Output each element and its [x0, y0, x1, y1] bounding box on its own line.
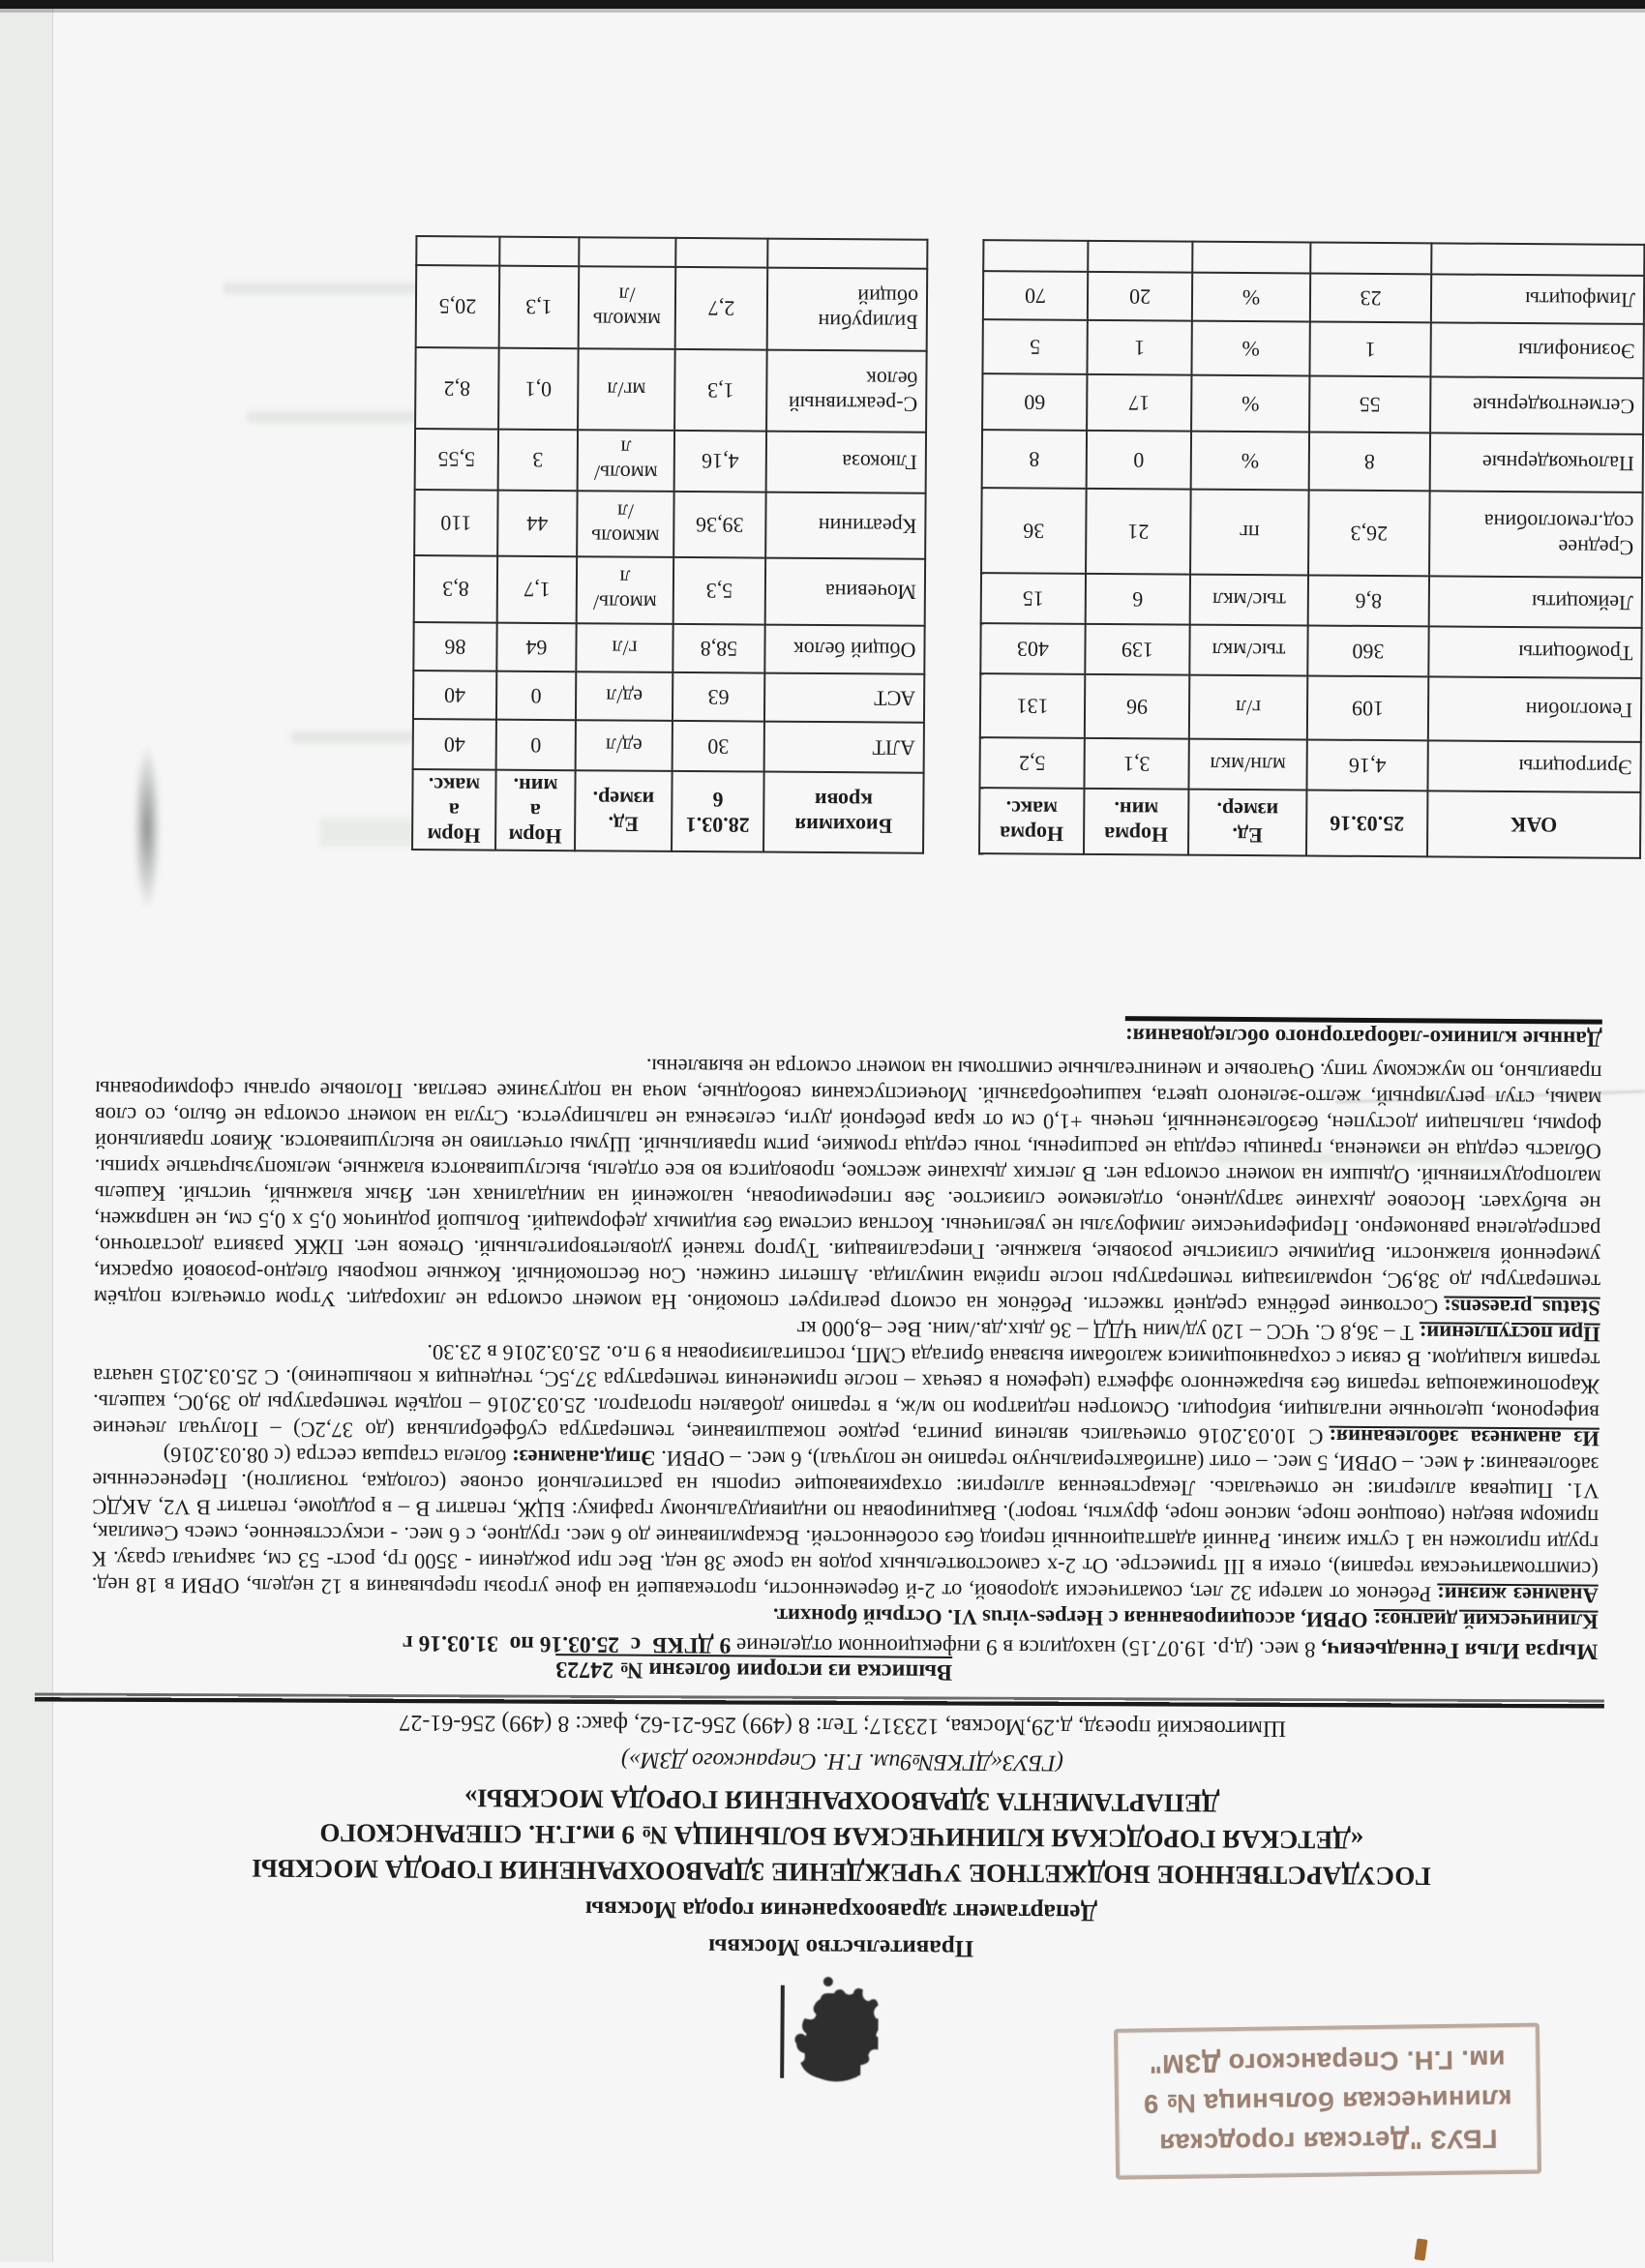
table-row — [981, 573, 1642, 628]
admission-label: При поступлении: — [1419, 1321, 1600, 1347]
column-header: Ед. измер. — [1188, 790, 1306, 856]
value-cell: 60 — [982, 373, 1087, 431]
value-cell: 8 — [982, 430, 1087, 489]
value-cell: 110 — [414, 490, 497, 556]
value-cell: 403 — [980, 623, 1085, 674]
admission-text: Т – 36,8 С. ЧСС – 120 уд/мин ЧДД – 36 дых.дв./мин. Вес –8,000 кг — [796, 1316, 1414, 1346]
parameter-name-cell: Сегментоядерные — [1430, 376, 1643, 434]
value-cell: 4,16 — [1306, 739, 1427, 791]
column-header: Норма макс. — [979, 788, 1084, 854]
status-praesens-paragraph — [94, 1050, 1602, 1322]
table-header-row — [979, 788, 1640, 858]
value-cell: % — [1191, 432, 1309, 491]
org-caps-line: ДЕПАРТАМЕНТА ЗДРАВООХРАНЕНИЯ ГОРОДА МОСКВЫ» — [464, 1783, 1220, 1818]
value-cell: 70 — [983, 271, 1088, 320]
epid-text: болела старшая сестра (с 08.03.2016) — [163, 1443, 507, 1470]
column-header: Ед. измер. — [575, 771, 673, 851]
table-row — [416, 265, 928, 350]
report-body — [91, 1009, 1601, 1635]
value-cell: 2,7 — [675, 267, 768, 349]
value-cell: 0 — [496, 720, 576, 771]
parameter-name-cell: АСТ — [764, 672, 924, 722]
parameter-name-cell: Лимфоциты — [1431, 274, 1644, 324]
value-cell: 63 — [673, 672, 764, 722]
parameter-name-cell: Среднее сод.гемоглобина — [1429, 491, 1643, 578]
table-row — [413, 719, 924, 773]
parameter-name-cell: АЛТ — [764, 722, 924, 773]
header-divider-rule — [35, 1692, 1604, 1708]
anamnesis-life-text: Ребенок от матери 32 лет, соматически здоровой, от 2-й беременности, протекавшей на фоне угрозы прерывания в 12 недель, ОРВИ в 18 нед. (симптоматическая терапия), отеки в III триместре. От 2-х самостоятельных родов на сроке 38 нед. Вес при рождении - 3500 гр, рост- 53 см, закричал сразу. К груди приложен на 1 сутки жизни. Ранний адаптационный период без особенностей. Вскармливание до 6 мес. грудное, с 6 мес. - искусственное, смесь Семилак, прикорм введен (овощное пюре, мясное пюре, фрукты, творог). Вакцинирован по индивидуальному графику: БЦЖ, гепатит В – в роддоме, гепатит В V2, АКДС V1. Пищевая аллергия: не отмечалась. Лекарственная аллергия: отхаркивающие сиропы на растительной основе (солодка, тонзилгон). Перенесенные заболевания: 4 мес. – ОРВИ, 5 мес. – отит (антибактериальную терапию не получал), 6 мес. – ОРВИ. — [91, 1446, 1600, 1607]
value-cell: 8,2 — [415, 347, 499, 430]
value-cell: 8,3 — [414, 555, 497, 622]
value-cell: 1,3 — [674, 349, 767, 432]
org-header — [86, 1707, 1598, 1966]
stamp-line: клиническая больница № 9 — [1143, 2084, 1512, 2119]
value-cell: 44 — [497, 490, 577, 556]
value-cell — [499, 237, 579, 267]
patient-line: Мырза Илья Геннадьевич, 8 мес. (д.р. 19.07.15) находился в 9 инфекционном отделение 9 ДГКБ с 25.03.16 по 31.03.16 г — [402, 1629, 1599, 1664]
lab-tables — [411, 235, 1645, 859]
value-cell: 4,16 — [674, 431, 766, 492]
value-cell: 5,3 — [673, 557, 765, 624]
value-cell: 1 — [1309, 321, 1430, 376]
table-row — [982, 430, 1643, 492]
value-cell — [983, 240, 1088, 272]
document-title: Выписка из истории болезни № 24723 — [0, 1652, 1509, 1688]
value-cell: 30 — [673, 721, 764, 772]
anamnesis-life-paragraph — [92, 1442, 1600, 1609]
table-row — [413, 671, 924, 723]
value-cell: 15 — [981, 573, 1086, 624]
patient-name: Мырза Илья Геннадьевич, — [1321, 1636, 1599, 1664]
org-address: Шмитовский проезд, д.29,Москва, 123317; Тел: 8 (499) 256-21-62, факс: 8 (499) 256-61-27 — [399, 1709, 1287, 1742]
value-cell: 64 — [496, 622, 576, 671]
value-cell: 26,3 — [1308, 490, 1430, 576]
table-row — [416, 236, 927, 269]
parameter-name-cell: Общий белок — [764, 624, 924, 673]
parameter-name-cell: Эозинофилы — [1430, 322, 1643, 378]
column-header: ОАК — [1427, 791, 1640, 858]
value-cell — [1088, 241, 1192, 273]
value-cell: 3 — [498, 430, 578, 491]
value-cell: 0,1 — [498, 347, 579, 430]
epid-label: Эпид.анамнез: — [511, 1445, 656, 1471]
value-cell: 0 — [1087, 431, 1191, 490]
org-caps-line: ГОСУДАРСТВЕННОЕ БЮДЖЕТНОЕ УЧРЕЖДЕНИЕ ЗДРАВООХРАНЕНИЯ ГОРОДА МОСКВЫ — [252, 1853, 1431, 1892]
value-cell: 96 — [1085, 674, 1189, 739]
diagnosis-text: ОРВИ, ассоциированная с Herpes-virus VI. Острый бронхит. — [772, 1603, 1368, 1632]
parameter-name-cell: Тромбоциты — [1428, 626, 1641, 678]
value-cell: 39,36 — [673, 492, 765, 558]
parameter-name-cell — [1431, 243, 1644, 276]
table-row — [980, 623, 1641, 678]
value-cell: 5 — [982, 319, 1087, 374]
table-row — [983, 240, 1644, 276]
value-cell: 21 — [1086, 489, 1191, 575]
column-header: Норм а макс. — [412, 770, 496, 850]
value-cell: 1,7 — [497, 556, 577, 623]
value-cell: ммоль/ л — [578, 431, 674, 492]
value-cell: 360 — [1307, 625, 1428, 676]
value-cell: 109 — [1307, 675, 1428, 740]
scanner-edge-band — [0, 0, 1645, 9]
value-cell — [1192, 242, 1310, 274]
moscow-emblem-logo — [775, 1970, 879, 2085]
table-row — [982, 373, 1643, 434]
value-cell: 8 — [1309, 432, 1430, 491]
diagnosis-label: Клинический диагноз: — [1373, 1607, 1599, 1634]
value-cell: 3,1 — [1084, 738, 1188, 790]
parameter-name-cell: Гемоглобин — [1428, 676, 1641, 742]
value-cell: ед/л — [576, 720, 673, 771]
emblem-side-line — [780, 1985, 785, 2078]
lab-data-heading: Данные клинико-лабораторного обследования: — [1125, 1016, 1602, 1052]
table-row — [982, 319, 1643, 378]
table-row — [983, 271, 1644, 324]
scanner-edge-fade — [0, 9, 1645, 13]
table-row — [415, 429, 926, 492]
status-text: Состояние ребёнка средней тяжести. Ребёнок на осмотр реагирует спокойно. На момент осмотра не лихорадит. Утром отмечался подъём температуры до 38,9С, нормализация температуры после приёма нимулида. Аппетит снижен. Сон беспокойный. Кожные покровы бледно-розовой окраски, умеренной влажности. Видимые слизистые розовые, влажные. Гиперсаливация. Тургор тканей удовлетворительный. Отеков нет. ПЖК развита достаточно, распределена равномерно. Периферические лимфоузлы не увеличены. Костная система без видимых деформаций. Большой родничок 0,5 х 0,5 см, не напряжен, не выбухает. Носовое дыхание затруднено, отделяемое слизистое. Зев гиперемирован, наложений на миндалинах нет. Язык влажный, чистый. Кашель малопродуктивный. Одышки на момент осмотра нет. В легких дыхание жесткое, проводится во все отделы, выслушиваются влажные, мелкопузырчатые хрипы. Область сердца не изменена, границы сердца не расширены, тоны сердца громкие, ритм правильный. Шумы отчетливо не выслушиваются. Живот правильной формы, пальпации доступен, безболезненный, печень +1,0 см от края реберной дуги, селезенка не пальпируется. Стула на момент осмотра не было, со слов мамы, стул регулярный, желто-зеленого цвета, кашицеобразный. Мочеиспускания свободные, моча на подгузнике светлая. Половые органы сформированы правильно, по мужскому типу. Очаговые и менингеальные симптомы на момент осмотра не выявлены. — [93, 1054, 1602, 1320]
value-cell: 40 — [413, 671, 496, 720]
table-row — [413, 622, 924, 674]
parameter-name-cell: Лейкоциты — [1429, 576, 1642, 628]
anamnesis-disease-label: Из анамнеза заболевания: — [1329, 1424, 1600, 1451]
value-cell: ед/л — [576, 671, 673, 721]
column-header: 25.03.16 — [1306, 790, 1427, 856]
value-cell: млн/мкл — [1188, 739, 1306, 791]
value-cell — [416, 236, 499, 266]
status-label: Status praesens: — [1444, 1295, 1600, 1321]
value-cell: 1,3 — [499, 266, 580, 348]
value-cell: 20,5 — [416, 265, 500, 347]
anamnesis-disease-text: С 10.03.2016 отмечались явления ринита, редкое покашливание, температура субфебрильная (до 37,2С) – Получал лечение вифероном, щелочные ингаляции, виброцил. Осмотрен педиатром по м/ж, в терапию добавлен протаргол. 25.03.2016 – подъём температуры до 39,0С, кашель. Жаропонижающая терапия без выраженного эффекта (цефекон в свечах – после применения температура 37,5С, тенденция к повышению). С 25.03.2015 начата терапия клацидом. В связи с сохраняющимися жалобами вызвана бригада СМП, госпитализирован в 9 п.о. 25.03.2016 в 23.30. — [92, 1340, 1600, 1449]
column-header: Норма мин. — [1084, 789, 1188, 855]
value-cell: % — [1192, 273, 1310, 322]
parameter-name-cell: С-реактивный белок — [766, 349, 927, 433]
hospital-abbrev: 9 ДГКБ — [651, 1631, 732, 1658]
value-cell: 131 — [980, 673, 1085, 738]
parameter-name-cell — [767, 239, 927, 269]
value-cell: 8,6 — [1308, 575, 1429, 626]
value-cell: мкмоль /л — [577, 491, 673, 557]
value-cell: 20 — [1088, 272, 1192, 321]
parameter-name-cell: Эритроциты — [1427, 740, 1640, 792]
value-cell: 86 — [413, 622, 496, 671]
value-cell: 139 — [1085, 624, 1189, 675]
value-cell: 17 — [1087, 374, 1191, 432]
value-cell: тыс/мкл — [1190, 575, 1308, 626]
column-header: Биохимия крови — [763, 772, 924, 853]
value-cell: % — [1191, 321, 1309, 376]
government-line: Правительство Москвы — [707, 1933, 974, 1962]
table-row — [415, 347, 927, 433]
value-cell: 40 — [413, 719, 496, 770]
table-row — [980, 673, 1641, 742]
value-cell — [579, 237, 675, 267]
table-row — [414, 490, 925, 559]
parameter-name-cell: Глюкоза — [766, 432, 926, 493]
table-row — [979, 737, 1640, 792]
value-cell: 5,2 — [979, 737, 1084, 789]
value-cell: 55 — [1309, 375, 1430, 433]
table-row — [414, 555, 925, 625]
column-header: 28.03.1 6 — [672, 771, 764, 851]
table-row — [981, 488, 1643, 578]
parameter-name-cell: Креатинин — [765, 492, 925, 559]
value-cell: мкмоль /л — [579, 266, 676, 348]
org-caps-line: «ДЕТСКАЯ ГОРОДСКАЯ КЛИНИЧЕСКАЯ БОЛЬНИЦА № 9 им.Г.Н. СПЕРАНСКОГО — [319, 1818, 1364, 1855]
biochemistry-table — [411, 235, 928, 854]
oak-blood-count-table — [978, 239, 1645, 859]
value-cell: пг — [1190, 490, 1309, 576]
stamp-line: им. Г.Н. Сперанского ДЗМ" — [1149, 2044, 1506, 2079]
value-cell: тыс/мкл — [1189, 625, 1307, 676]
value-cell: 23 — [1310, 273, 1431, 322]
value-cell: г/л — [1189, 675, 1307, 740]
value-cell: 5,55 — [415, 429, 498, 490]
parameter-name-cell: Палочкоядерные — [1430, 433, 1643, 492]
value-cell: % — [1191, 375, 1309, 433]
value-cell: ммоль/ л — [577, 556, 673, 623]
value-cell — [1310, 242, 1431, 274]
parameter-name-cell: Мочевина — [765, 558, 925, 626]
parameter-name-cell: Билирубин общий — [767, 268, 928, 351]
value-cell: 1 — [1087, 320, 1191, 375]
hospital-stamp — [1114, 2023, 1541, 2180]
value-cell: 6 — [1086, 574, 1190, 625]
value-cell: 0 — [496, 671, 576, 720]
department-line: Департамент здравоохранения города Москвы — [584, 1895, 1098, 1926]
stay-dates: с 25.03.16 по 31.03.16 г — [402, 1629, 653, 1657]
stamp-line: ГБУЗ "Детская городская — [1158, 2124, 1498, 2159]
value-cell: мг/л — [578, 348, 675, 431]
anamnesis-life-label: Анамнез жизни: — [1437, 1582, 1599, 1608]
value-cell: 58,8 — [673, 623, 764, 672]
table-header-row — [412, 770, 924, 853]
value-cell: г/л — [576, 623, 673, 672]
column-header: Норм а мин. — [495, 770, 576, 850]
org-short-name: (ГБУЗ«ДГКБ№9им. Г.Н. Сперанского ДЗМ») — [620, 1746, 1064, 1776]
value-cell — [675, 238, 767, 268]
value-cell: 36 — [981, 488, 1087, 574]
anamnesis-disease-paragraph — [93, 1337, 1600, 1452]
